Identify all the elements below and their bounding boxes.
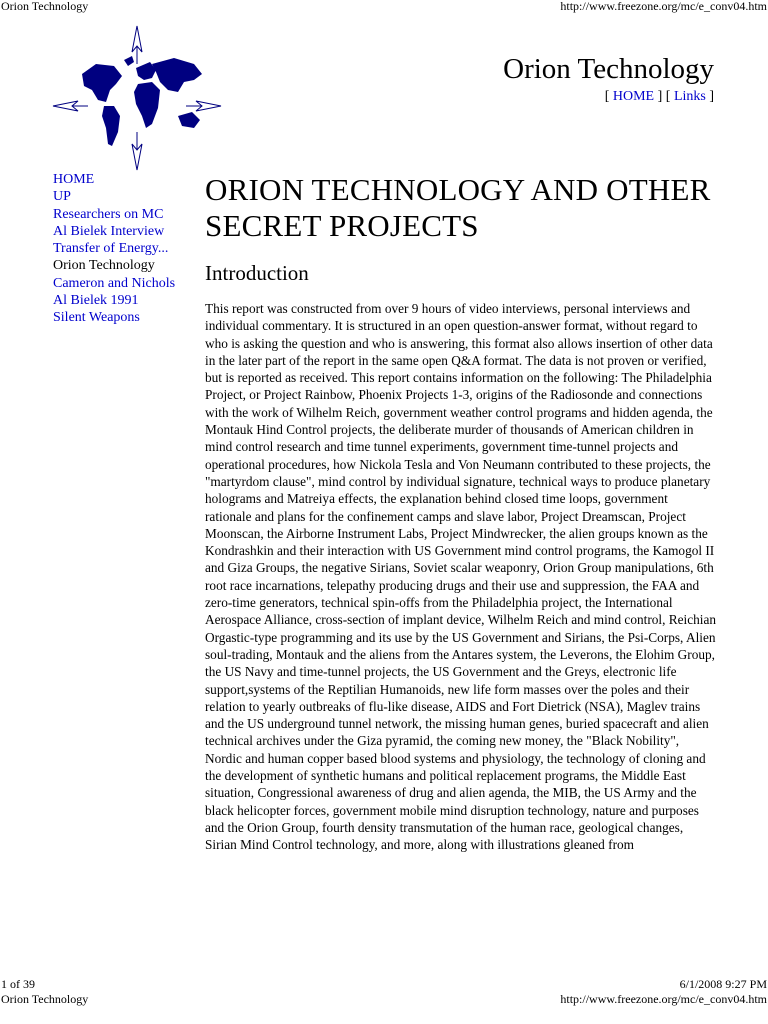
article-body: This report was constructed from over 9 hours of video interviews, personal interviews and individual commentary. It is structured in an open question-answer format, without regard to who is asking the question and who is answering, this format also allows insertion of other data in the later part of the report in the same open Q&A format. The data is not proven or verified, but is reported as received. This report contains information on the following: The Philadelphia Project, or Project Rainbow, Phoenix Projects 1-3, origins of the Radiosonde and connections with the work of Wilhelm Reich, government weather control programs and hidden agenda, the Montauk Hind Control projects, the deliberate murder of thousands of American children in mind control research and time tunnel experiments, government time-tunnel projects and operational procedures, how Nickola Tesla and Von Neumann contributed to these projects, the "martyrdom clause", mind control by individual signature, technical ways to produce planetary holograms and Matreiya effects, the explanation behind closed time loops, government rationale and plans for the confinement camps and slave labor, Project Dreamscan, Project Moonscan, the Airborne Instrument Labs, Project Mindwrecker, the alien groups known as the Kondrashkin and their interaction with US Government mind control programs, the Kamogol II and Giza Groups, the negative Sirians, Soviet scalar weaponry, Orion Group manipulations, 6th root race incarnations, telepathy producing drugs and their use and suppression, the FAA and zero-time generators, technical spin-offs from the Philadelphia project, the International Aerospace Alliance, cross-section of implant device, Wilhelm Reich and mind control, Reichian Orgastic-type programming and its use by the US Government and Sirians, the Psi-Corps, Alien soul-trading, Montauk and the aliens from the Antares system, the Leverons, the Elohim Group, the US Navy and time-tunnel projects, the US Government and the Greys, electronic life support,systems of the Reptilian Humanoids, new life form masses over the poles and their relation to yearly outbreaks of flu-like disease, AIDS and Fort Dietrick (NSA), Maglev trains and the US underground tunnel network, the missing human genes, buried spacecraft and alien technical archives under the Giza pyramid, the coming new money, the "Black Nobility", Nordic and human copper based blood systems and physiology, the technology of cloning and the development of synthetic humans and political replacement programs, the Middle East situation, Congressional awareness of drug and alien agenda, the MIB, the US Army and the black helicopter forces, government mobile mind disruption technology, nature and purposes and the Orion Group, fourth density transmutation of the human race, geological changes, Sirian Mind Control technology, and more, along with illustrations gleaned from	[205, 301, 716, 853]
home-link[interactable]: HOME	[612, 89, 655, 104]
site-title: Orion Technology	[503, 53, 714, 85]
nav-transfer-of-energy[interactable]: Transfer of Energy...	[53, 241, 169, 257]
print-footer-bottom	[0, 993, 768, 1006]
article-subtitle: Introduction	[205, 261, 309, 285]
print-header	[0, 0, 768, 13]
world-map-compass-icon	[52, 24, 222, 172]
page-count: 1 of 39	[1, 977, 35, 991]
links-bracket-mid: ] [	[654, 89, 674, 104]
article-title: ORION TECHNOLOGY AND OTHER SECRET PROJECTS	[205, 172, 711, 243]
nav-al-bielek-interview[interactable]: Al Bielek Interview	[53, 223, 165, 239]
links-link[interactable]: Links	[673, 89, 706, 104]
print-header-title: Orion Technology	[1, 0, 89, 13]
print-footer-url: http://www.freezone.org/mc/e_conv04.htm	[560, 992, 767, 1006]
links-bracket-close: ]	[705, 89, 714, 104]
nav-home[interactable]: HOME	[53, 172, 95, 187]
print-footer-top	[0, 978, 768, 991]
article	[205, 172, 717, 854]
links-bracket-open: [	[604, 89, 613, 104]
nav-silent-weapons[interactable]: Silent Weapons	[53, 310, 140, 326]
print-footer-title: Orion Technology	[1, 992, 89, 1006]
print-header-url: http://www.freezone.org/mc/e_conv04.htm	[560, 0, 767, 13]
nav-up[interactable]: UP	[53, 189, 71, 205]
nav-cameron-and-nichols[interactable]: Cameron and Nichols	[53, 275, 176, 291]
print-datetime: 6/1/2008 9:27 PM	[679, 977, 767, 991]
nav-researchers-on-mc[interactable]: Researchers on MC	[53, 206, 164, 222]
side-navigation	[53, 171, 203, 327]
nav-al-bielek-1991[interactable]: Al Bielek 1991	[53, 293, 139, 309]
nav-orion-technology-current: Orion Technology	[53, 258, 155, 274]
site-links	[605, 89, 714, 105]
